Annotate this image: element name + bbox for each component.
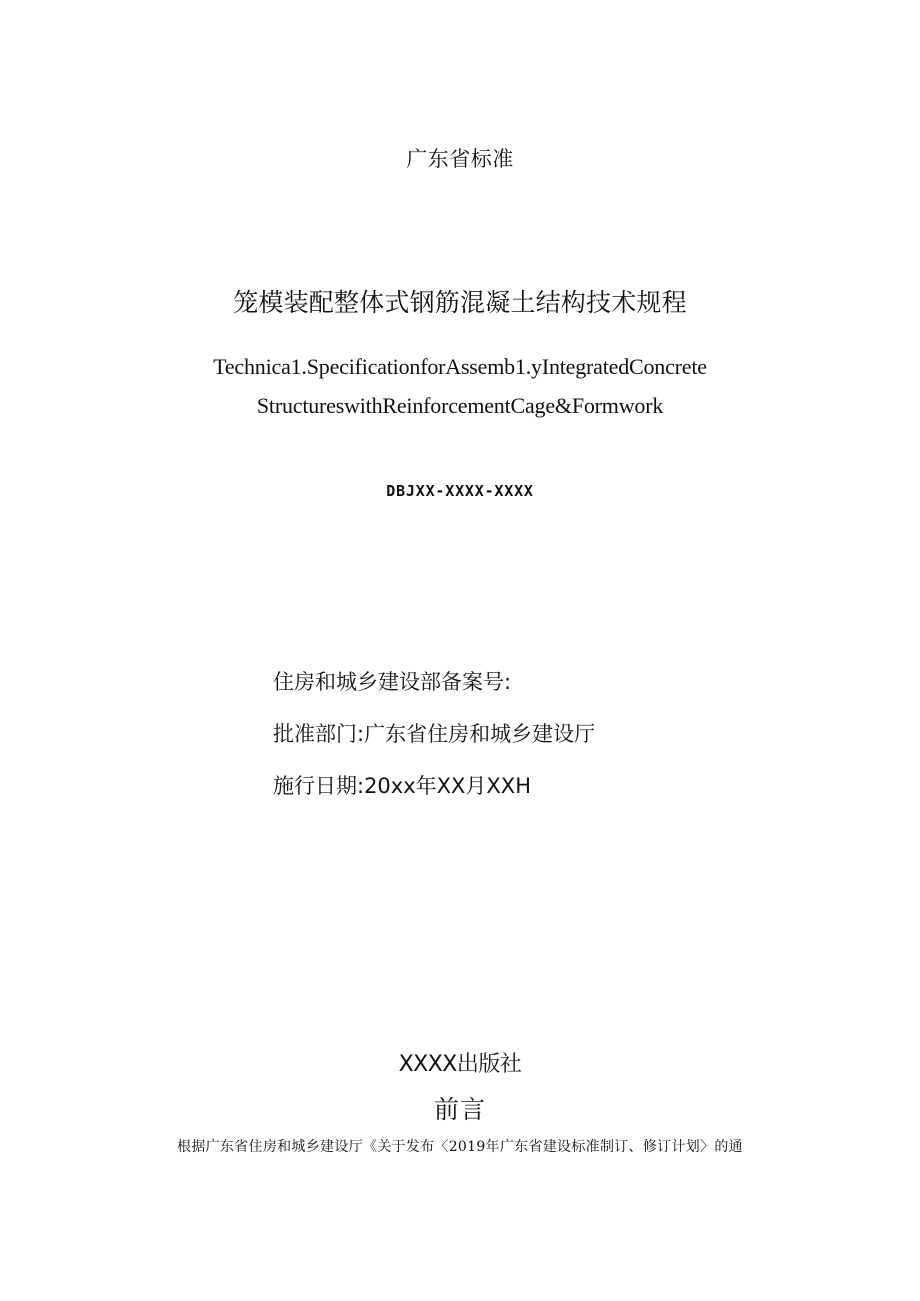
document-title-english-line-2: StructureswithReinforcementCage&Formwork (256, 393, 664, 418)
document-title-chinese: 笼模装配整体式钢筋混凝土结构技术规程 (233, 288, 687, 317)
implementation-date-line: 施行日期:20xx年XX月XXH (273, 774, 531, 798)
provincial-standard-label: 广东省标准 (406, 147, 514, 171)
document-title-english-line-1: Technica1.SpecificationforAssemb1.yIntegratedConcrete (213, 354, 707, 379)
approval-department-line: 批准部门:广东省住房和城乡建设厅 (273, 722, 596, 746)
standard-code: DBJXX-XXXX-XXXX (386, 482, 534, 500)
record-number-line: 住房和城乡建设部备案号: (273, 670, 512, 694)
publisher-name: XXXX出版社 (398, 1052, 522, 1077)
preface-heading: 前言 (433, 1095, 486, 1124)
preface-body-text: 根据广东省住房和城乡建设厅《关于发布〈2019年广东省建设标准制订、修订计划〉的通 (177, 1139, 743, 1155)
